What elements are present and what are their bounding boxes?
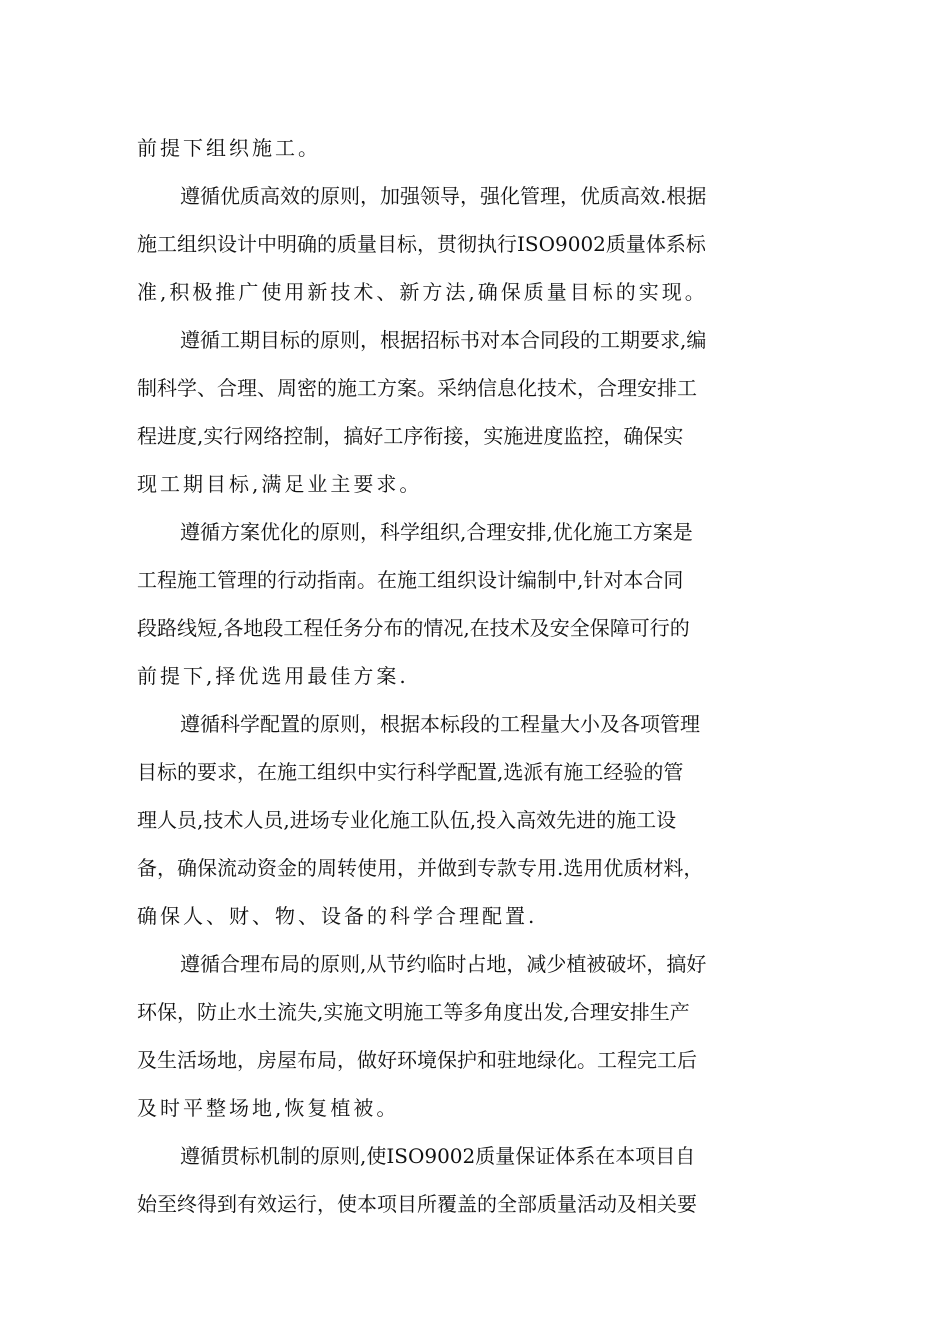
text-line: 理人员,技术人员,进场专业化施工队伍,投入高效先进的施工设 (137, 808, 677, 832)
text-line: 施工组织设计中明确的质量目标，贯彻执行ISO9002质量体系标 (137, 232, 706, 256)
text-line: 遵循科学配置的原则，根据本标段的工程量大小及各项管理 (180, 712, 700, 736)
text-line: 遵循工期目标的原则，根据招标书对本合同段的工期要求,编 (180, 328, 707, 352)
text-line: 遵循方案优化的原则，科学组织,合理安排,优化施工方案是 (180, 520, 693, 544)
text-line: 备，确保流动资金的周转使用，并做到专款专用.选用优质材料， (137, 856, 704, 880)
text-line: 环保，防止水土流失,实施文明施工等多角度出发,合理安排生产 (137, 1000, 690, 1024)
text-line: 前提下,择优选用最佳方案. (137, 664, 409, 688)
text-line: 及生活场地，房屋布局，做好环境保护和驻地绿化。工程完工后 (137, 1048, 697, 1072)
text-line: 现工期目标,满足业主要求。 (137, 472, 423, 496)
text-line: 确保人、财、物、设备的科学合理配置. (137, 904, 538, 928)
text-line: 准,积极推广使用新技术、新方法,确保质量目标的实现。 (137, 280, 708, 304)
text-line: 程进度,实行网络控制，搞好工序衔接，实施进度监控，确保实 (137, 424, 684, 448)
text-line: 遵循合理布局的原则,从节约临时占地，减少植被破坏，搞好 (180, 952, 707, 976)
text-line: 工程施工管理的行动指南。在施工组织设计编制中,针对本合同 (137, 568, 684, 592)
text-line: 遵循贯标机制的原则,使ISO9002质量保证体系在本项目自 (180, 1144, 696, 1168)
text-line: 及时平整场地,恢复植被。 (137, 1096, 400, 1120)
text-line: 制科学、合理、周密的施工方案。采纳信息化技术，合理安排工 (137, 376, 697, 400)
text-line: 遵循优质高效的原则，加强领导，强化管理，优质高效.根据 (180, 184, 707, 208)
text-line: 始至终得到有效运行，使本项目所覆盖的全部质量活动及相关要 (137, 1192, 697, 1216)
text-line: 目标的要求，在施工组织中实行科学配置,选派有施工经验的管 (137, 760, 684, 784)
text-line: 段路线短,各地段工程任务分布的情况,在技术及安全保障可行的 (137, 616, 690, 640)
text-line: 前提下组织施工。 (137, 136, 321, 160)
